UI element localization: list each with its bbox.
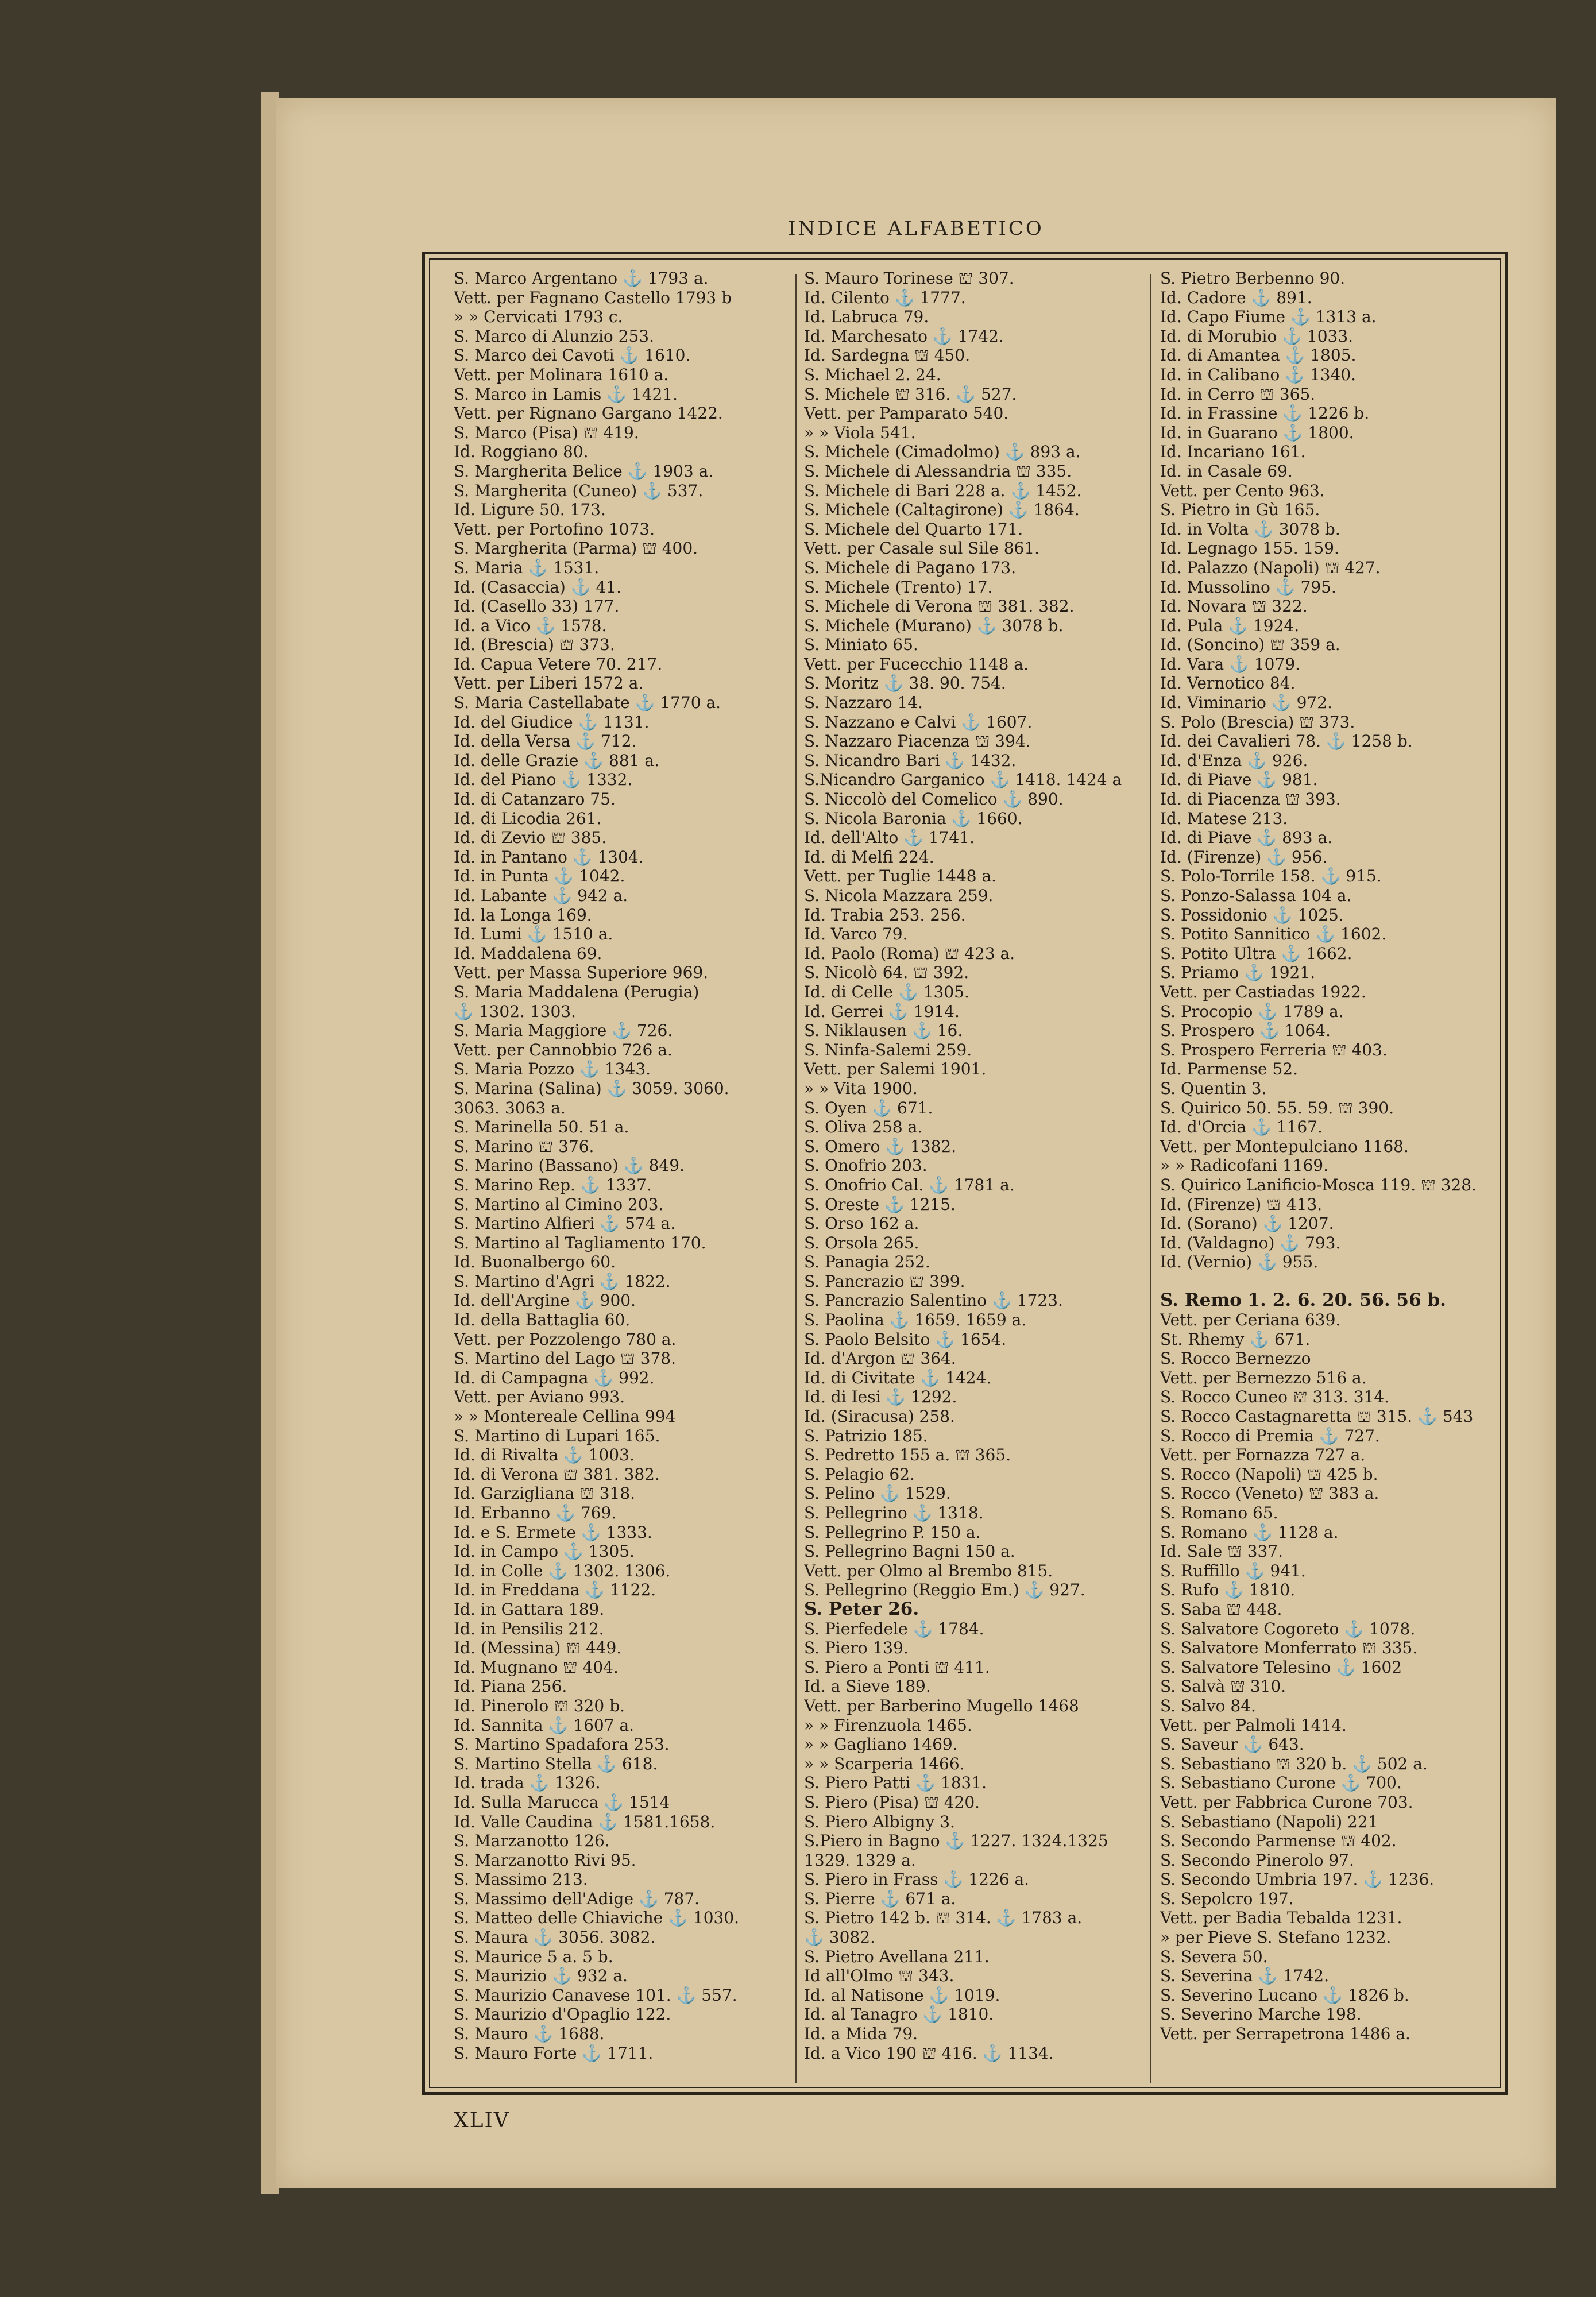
index-entry: » » Montereale Cellina 994 [454, 1407, 676, 1426]
index-entry: S. Rocco (Veneto) ⛫ 383 a. [1160, 1484, 1379, 1503]
index-entry: S. Maurizio d'Opaglio 122. [454, 2005, 671, 2024]
index-entry: Id. di Piave ⚓ 893 a. [1160, 828, 1333, 848]
index-entry: Id. Palazzo (Napoli) ⛫ 427. [1160, 558, 1381, 577]
index-entry: Id. Incariano 161. [1160, 442, 1306, 462]
index-entry: S. Salvo 84. [1160, 1696, 1256, 1715]
index-entry: S. Quirico Lanificio-Mosca 119. ⛫ 328. [1160, 1175, 1477, 1194]
index-entry: S. Michele (Murano) ⚓ 3078 b. [804, 616, 1064, 635]
index-entry: Vett. per Fabbrica Curone 703. [1160, 1792, 1413, 1812]
index-entry: S. Pietro Berbenno 90. [1160, 269, 1346, 288]
index-entry: Id. a Vico ⚓ 1578. [454, 616, 607, 635]
index-entry: Id. di Rivalta ⚓ 1003. [454, 1445, 635, 1465]
index-entry: Id. dell'Argine ⚓ 900. [454, 1291, 636, 1310]
index-entry: Vett. per Olmo al Brembo 815. [804, 1561, 1053, 1580]
index-entry: S. Remo 1. 2. 6. 20. 56. 56 b. [1160, 1290, 1446, 1311]
index-entry: Vett. per Tuglie 1448 a. [804, 867, 997, 886]
index-entry: Id. del Piano ⚓ 1332. [454, 770, 633, 790]
index-entry: S. Niccolò del Comelico ⚓ 890. [804, 790, 1064, 809]
index-entry: S. Sebastiano (Napoli) 221 [1160, 1812, 1378, 1831]
index-entry: Id. dell'Alto ⚓ 1741. [804, 828, 975, 848]
index-entry: Id. di Licodia 261. [454, 809, 602, 828]
index-entry: S. Michele di Alessandria ⛫ 335. [804, 461, 1072, 481]
index-entry: Vett. per Ceriana 639. [1160, 1310, 1341, 1330]
index-entry: S. Pancrazio ⛫ 399. [804, 1271, 965, 1291]
index-entry: Vett. per Fucecchio 1148 a. [804, 654, 1029, 674]
index-entry: S. Prospero Ferreria ⛫ 403. [1160, 1040, 1388, 1059]
index-entry: Vett. per Montepulciano 1168. [1160, 1136, 1409, 1156]
index-entry: S. Maurice 5 a. 5 b. [454, 1947, 613, 1966]
index-entry: Id. dei Cavalieri 78. ⚓ 1258 b. [1160, 732, 1413, 751]
index-entry: St. Rhemy ⚓ 671. [1160, 1329, 1311, 1349]
index-entry: Vett. per Pozzolengo 780 a. [454, 1329, 677, 1349]
index-entry: S. Martino al Tagliamento 170. [454, 1233, 706, 1252]
index-entry: ⚓ 3082. [804, 1928, 875, 1947]
index-entry: Id. di Morubio ⚓ 1033. [1160, 326, 1354, 346]
index-entry: Id. Vernotico 84. [1160, 674, 1296, 693]
index-entry: Id. Viminario ⚓ 972. [1160, 693, 1332, 713]
index-entry: » » Firenzuola 1465. [804, 1715, 972, 1735]
index-entry: Id. Trabia 253. 256. [804, 905, 966, 925]
index-entry: Id. della Versa ⚓ 712. [454, 732, 637, 751]
index-entry: Id. Sardegna ⛫ 450. [804, 346, 971, 365]
index-entry: S. Oyen ⚓ 671. [804, 1098, 933, 1117]
index-entry: Id. Parmense 52. [1160, 1059, 1298, 1079]
index-entry: S. Sepolcro 197. [1160, 1889, 1294, 1908]
index-entry: Id. d'Enza ⚓ 926. [1160, 751, 1308, 770]
index-entry: S. Quentin 3. [1160, 1078, 1267, 1098]
index-entry: » » Cervicati 1793 c. [454, 307, 623, 327]
index-entry: Id. in Guarano ⚓ 1800. [1160, 423, 1354, 442]
index-entry: S. Ponzo-Salassa 104 a. [1160, 886, 1352, 905]
index-entry: Id. Pinerolo ⛫ 320 b. [454, 1696, 625, 1715]
index-entry: S. Orsola 265. [804, 1233, 919, 1252]
index-entry: S. Marco in Lamis ⚓ 1421. [454, 384, 678, 404]
index-entry: S. Severino Marche 198. [1160, 2005, 1362, 2024]
index-entry: Id. di Amantea ⚓ 1805. [1160, 346, 1357, 365]
index-entry: Id. in Pensilis 212. [454, 1619, 604, 1638]
index-entry: Id. a Sieve 189. [804, 1677, 931, 1696]
index-entry: Id. di Verona ⛫ 381. 382. [454, 1464, 660, 1484]
index-entry: S. Niklausen ⚓ 16. [804, 1021, 963, 1041]
index-entry: S. Oreste ⚓ 1215. [804, 1194, 956, 1214]
page-number: XLIV [454, 2109, 510, 2132]
index-entry: Id. Labante ⚓ 942 a. [454, 886, 628, 905]
index-entry: Vett. per Massa Superiore 969. [454, 963, 709, 983]
index-entry: S. Marco di Alunzio 253. [454, 326, 655, 346]
index-column-1 [454, 269, 804, 2063]
index-entry: Id. (Messina) ⛫ 449. [454, 1638, 622, 1658]
index-entry: Id. di Piacenza ⛫ 393. [1160, 790, 1341, 809]
index-entry: S. Martino di Lupari 165. [454, 1426, 660, 1445]
index-entry: S. Michele di Pagano 173. [804, 558, 1017, 577]
index-entry: Vett. per Liberi 1572 a. [454, 674, 644, 693]
index-entry: Id. Matese 213. [1160, 809, 1288, 828]
index-entry: S. Mauro ⚓ 1688. [454, 2024, 605, 2044]
index-entry: S. Severina ⚓ 1742. [1160, 1966, 1330, 1986]
index-entry: S. Michele di Bari 228 a. ⚓ 1452. [804, 481, 1082, 500]
index-entry: S. Ninfa-Salemi 259. [804, 1040, 972, 1059]
index-entry: S. Pellegrino P. 150 a. [804, 1522, 981, 1542]
index-entry: Id. Labruca 79. [804, 307, 929, 327]
index-entry: S. Marino ⛫ 376. [454, 1136, 594, 1156]
index-entry: S. Pietro Avellana 211. [804, 1947, 990, 1966]
index-entry: S. Massimo 213. [454, 1870, 588, 1889]
index-entry: S. Marina (Salina) ⚓ 3059. 3060. [454, 1078, 729, 1098]
index-entry [1160, 1272, 1510, 1291]
index-entry: Id. di Campagna ⚓ 992. [454, 1368, 655, 1387]
index-entry: Vett. per Fornazza 727 a. [1160, 1445, 1366, 1465]
index-entry: Vett. per Rignano Gargano 1422. [454, 404, 723, 423]
index-entry: Id. in Casale 69. [1160, 461, 1293, 481]
index-entry: Id. in Freddana ⚓ 1122. [454, 1580, 656, 1600]
index-entry: Id. di Piave ⚓ 981. [1160, 770, 1318, 790]
index-entry: Id. Mugnano ⛫ 404. [454, 1657, 619, 1677]
index-entry: S. Peter 26. [804, 1598, 919, 1619]
index-entry: S. Sebastiano Curone ⚓ 700. [1160, 1773, 1402, 1793]
index-entry: Id. Erbanno ⚓ 769. [454, 1503, 617, 1522]
index-entry: Id. (Firenze) ⚓ 956. [1160, 847, 1328, 867]
index-entry: Id. Roggiano 80. [454, 442, 589, 462]
index-entry: S. Salvatore Telesino ⚓ 1602 [1160, 1657, 1402, 1677]
index-entry: Id. (Valdagno) ⚓ 793. [1160, 1233, 1341, 1252]
index-entry: S. Pietro 142 b. ⛫ 314. ⚓ 1783 a. [804, 1908, 1083, 1928]
index-entry: S. Miniato 65. [804, 635, 918, 655]
index-entry: Id. Sale ⛫ 337. [1160, 1542, 1284, 1561]
index-entry: S. Marco (Pisa) ⛫ 419. [454, 423, 639, 442]
index-entry: Id. in Cerro ⛫ 365. [1160, 384, 1316, 404]
index-entry: S. Maurizio ⚓ 932 a. [454, 1966, 628, 1986]
index-entry: Id. Cadore ⚓ 891. [1160, 288, 1312, 307]
index-entry: S. Marinella 50. 51 a. [454, 1117, 629, 1137]
index-entry: Id all'Olmo ⛫ 343. [804, 1966, 954, 1986]
index-entry: Id. in Punta ⚓ 1042. [454, 867, 625, 886]
index-entry: S. Margherita Belice ⚓ 1903 a. [454, 461, 714, 481]
index-entry: S. Salvatore Cogoreto ⚓ 1078. [1160, 1619, 1416, 1638]
index-entry: S. Piero in Frass ⚓ 1226 a. [804, 1870, 1030, 1889]
index-entry: Vett. per Cannobbio 726 a. [454, 1040, 673, 1059]
index-entry: S. Paolina ⚓ 1659. 1659 a. [804, 1310, 1027, 1330]
index-entry: » » Scarperia 1466. [804, 1754, 965, 1773]
index-entry: S. Saba ⛫ 448. [1160, 1599, 1282, 1619]
index-entry: Id. Vara ⚓ 1079. [1160, 654, 1301, 674]
index-entry: S. Secondo Parmense ⛫ 402. [1160, 1831, 1397, 1851]
index-entry: S. Secondo Umbria 197. ⚓ 1236. [1160, 1870, 1435, 1889]
index-entry: Id. (Casaccia) ⚓ 41. [454, 577, 622, 597]
index-entry: S. Rocco Castagnaretta ⛫ 315. ⚓ 543 [1160, 1407, 1474, 1426]
index-entry: S. Nazzaro Piacenza ⛫ 394. [804, 732, 1031, 751]
index-entry: S. Rocco (Napoli) ⛫ 425 b. [1160, 1464, 1378, 1484]
index-entry: S. Michele (Caltagirone) ⚓ 1864. [804, 500, 1080, 520]
index-entry: S. Pellegrino Bagni 150 a. [804, 1542, 1015, 1561]
index-entry: S. Martino del Lago ⛫ 378. [454, 1349, 677, 1368]
index-entry: S. Matteo delle Chiaviche ⚓ 1030. [454, 1908, 740, 1928]
index-entry: Vett. per Pamparato 540. [804, 404, 1009, 423]
index-entry: » » Viola 541. [804, 423, 916, 442]
index-entry: S. Procopio ⚓ 1789 a. [1160, 1001, 1344, 1021]
index-entry: Id. della Battaglia 60. [454, 1310, 631, 1330]
index-entry: Id. di Civitate ⚓ 1424. [804, 1368, 992, 1387]
index-entry: S. Priamo ⚓ 1921. [1160, 963, 1316, 983]
index-entry: S. Massimo dell'Adige ⚓ 787. [454, 1889, 700, 1908]
index-entry: S. Nicola Mazzara 259. [804, 886, 994, 905]
index-entry: Vett. per Casale sul Sile 861. [804, 539, 1040, 558]
index-entry: Id. (Casello 33) 177. [454, 597, 620, 616]
index-entry: Id. (Firenze) ⛫ 413. [1160, 1194, 1323, 1214]
index-entry: S. Panagia 252. [804, 1252, 930, 1272]
index-entry: S. Martino Spadafora 253. [454, 1735, 670, 1754]
index-entry: Vett. per Castiadas 1922. [1160, 982, 1366, 1001]
index-entry: S. Marzanotto 126. [454, 1831, 610, 1851]
index-entry: » per Pieve S. Stefano 1232. [1160, 1928, 1392, 1947]
index-entry: S. Maria ⚓ 1531. [454, 558, 600, 577]
index-entry: Id. in Campo ⚓ 1305. [454, 1542, 635, 1561]
index-entry: Id. la Longa 169. [454, 905, 592, 925]
index-entry: S. Onofrio 203. [804, 1156, 928, 1175]
index-entry: S. Michele (Cimadolmo) ⚓ 893 a. [804, 442, 1081, 462]
index-entry: S. Polo (Brescia) ⛫ 373. [1160, 712, 1355, 732]
index-entry: Vett. per Molinara 1610 a. [454, 365, 669, 384]
index-entry: S. Nicolò 64. ⛫ 392. [804, 963, 969, 983]
index-entry: S. Pellegrino ⚓ 1318. [804, 1503, 984, 1522]
index-entry: 3063. 3063 a. [454, 1098, 566, 1117]
index-entry: Id. Varco 79. [804, 925, 908, 944]
index-entry: Id. al Tanagro ⚓ 1810. [804, 2005, 994, 2024]
index-entry: S. Nazzano e Calvi ⚓ 1607. [804, 712, 1033, 732]
index-entry: Id. Novara ⛫ 322. [1160, 597, 1308, 616]
index-entry: S. Rufo ⚓ 1810. [1160, 1580, 1296, 1600]
index-entry: S. Moritz ⚓ 38. 90. 754. [804, 674, 1006, 693]
index-entry: S. Martino d'Agri ⚓ 1822. [454, 1271, 671, 1291]
index-entry: S. Romano 65. [1160, 1503, 1278, 1522]
index-entry: S. Rocco Bernezzo [1160, 1349, 1311, 1368]
index-entry: Id. d'Argon ⛫ 364. [804, 1349, 956, 1368]
index-entry: S. Maria Maggiore ⚓ 726. [454, 1021, 673, 1041]
index-entry: S. Quirico 50. 55. 59. ⛫ 390. [1160, 1098, 1394, 1117]
index-entry: » » Gagliano 1469. [804, 1735, 958, 1754]
index-entry: S. Omero ⚓ 1382. [804, 1136, 957, 1156]
index-entry: Vett. per Serrapetrona 1486 a. [1160, 2024, 1410, 2044]
index-entry: Id. a Vico 190 ⛫ 416. ⚓ 1134. [804, 2043, 1054, 2063]
index-entry: Vett. per Barberino Mugello 1468 [804, 1696, 1079, 1715]
index-entry: Vett. per Bernezzo 516 a. [1160, 1368, 1367, 1387]
index-entry: Id. trada ⚓ 1326. [454, 1773, 601, 1793]
index-entry: S. Onofrio Cal. ⚓ 1781 a. [804, 1175, 1015, 1194]
index-entry: Vett. per Palmoli 1414. [1160, 1715, 1347, 1735]
index-entry: S. Possidonio ⚓ 1025. [1160, 905, 1344, 925]
index-entry: S. Margherita (Cuneo) ⚓ 537. [454, 481, 704, 500]
index-entry: Id. Ligure 50. 173. [454, 500, 606, 520]
index-entry: S. Secondo Pinerolo 97. [1160, 1850, 1354, 1870]
index-entry: Vett. per Fagnano Castello 1793 b [454, 288, 732, 307]
index-entry: Vett. per Portofino 1073. [454, 519, 655, 539]
index-entry: S. Piero 139. [804, 1638, 909, 1658]
index-entry: S. Ruffillo ⚓ 941. [1160, 1561, 1306, 1580]
index-entry: S. Piero (Pisa) ⛫ 420. [804, 1792, 980, 1812]
index-entry: S. Martino Alfieri ⚓ 574 a. [454, 1214, 676, 1233]
index-entry: Id. Pula ⚓ 1924. [1160, 616, 1300, 635]
index-entry: S. Sebastiano ⛫ 320 b. ⚓ 502 a. [1160, 1754, 1428, 1773]
index-entry: Id. Sulla Marucca ⚓ 1514 [454, 1792, 670, 1812]
index-entry: » » Vita 1900. [804, 1078, 918, 1098]
index-entry: S. Potito Sannitico ⚓ 1602. [1160, 925, 1387, 944]
index-entry: Id. Paolo (Roma) ⛫ 423 a. [804, 943, 1015, 963]
index-entry: Id. di Celle ⚓ 1305. [804, 982, 969, 1001]
index-entry: S. Prospero ⚓ 1064. [1160, 1021, 1331, 1041]
index-entry: Id. in Volta ⚓ 3078 b. [1160, 519, 1340, 539]
index-entry: Vett. per Salemi 1901. [804, 1059, 987, 1079]
index-entry: S. Nicola Baronia ⚓ 1660. [804, 809, 1023, 828]
index-entry: Id. di Catanzaro 75. [454, 790, 616, 809]
index-entry: S. Severino Lucano ⚓ 1826 b. [1160, 1985, 1409, 2005]
index-entry: Id. Capua Vetere 70. 217. [454, 654, 663, 674]
index-entry: S. Margherita (Parma) ⛫ 400. [454, 539, 698, 558]
index-entry: S. Pietro in Gù 165. [1160, 500, 1320, 520]
index-entry: S. Orso 162 a. [804, 1214, 919, 1233]
index-entry: Id. Marchesato ⚓ 1742. [804, 326, 1004, 346]
index-entry: S. Marco Argentano ⚓ 1793 a. [454, 269, 709, 288]
index-entry: S. Pierfedele ⚓ 1784. [804, 1619, 984, 1638]
index-column-2 [804, 269, 1154, 2063]
index-entry: S. Salvà ⛫ 310. [1160, 1677, 1286, 1696]
index-entry: Id. al Natisone ⚓ 1019. [804, 1985, 1000, 2005]
index-entry: Id. Lumi ⚓ 1510 a. [454, 925, 613, 944]
index-entry: S. Maria Castellabate ⚓ 1770 a. [454, 693, 721, 713]
index-entry: S. Marino (Bassano) ⚓ 849. [454, 1156, 685, 1175]
index-entry: S. Michele di Verona ⛫ 381. 382. [804, 597, 1075, 616]
index-entry: Vett. per Aviano 993. [454, 1387, 625, 1407]
index-entry: S. Patrizio 185. [804, 1426, 928, 1445]
index-entry: S. Mauro Torinese ⛫ 307. [804, 269, 1014, 288]
index-entry: Id. in Frassine ⚓ 1226 b. [1160, 404, 1370, 423]
index-entry: S. Salvatore Monferrato ⛫ 335. [1160, 1638, 1418, 1658]
index-entry: Id. di Iesi ⚓ 1292. [804, 1387, 957, 1407]
index-entry: Id. (Siracusa) 258. [804, 1407, 955, 1426]
index-entry: S. Michele ⛫ 316. ⚓ 527. [804, 384, 1017, 404]
index-entry: S. Pellegrino (Reggio Em.) ⚓ 927. [804, 1580, 1085, 1600]
index-entry: 1329. 1329 a. [804, 1850, 916, 1870]
index-entry: Id. in Colle ⚓ 1302. 1306. [454, 1561, 671, 1580]
index-entry: Id. del Giudice ⚓ 1131. [454, 712, 650, 732]
index-entry: Id. Sannita ⚓ 1607 a. [454, 1715, 635, 1735]
index-entry: S. Michael 2. 24. [804, 365, 941, 384]
index-entry: S.Piero in Bagno ⚓ 1227. 1324.1325 [804, 1831, 1108, 1851]
index-entry: Id. Gerrei ⚓ 1914. [804, 1001, 960, 1021]
index-entry: Id. Buonalbergo 60. [454, 1252, 616, 1272]
index-entry: S. Polo-Torrile 158. ⚓ 915. [1160, 867, 1382, 886]
index-entry: Id. di Melfi 224. [804, 847, 934, 867]
index-entry: Id. in Gattara 189. [454, 1599, 605, 1619]
index-entry: S. Maura ⚓ 3056. 3082. [454, 1928, 656, 1947]
index-column-3 [1160, 269, 1510, 2044]
index-entry: S. Rocco Cuneo ⛫ 313. 314. [1160, 1387, 1390, 1407]
index-entry: Id. a Mida 79. [804, 2024, 918, 2044]
index-entry: Vett. per Cento 963. [1160, 481, 1325, 500]
index-entry: Vett. per Badia Tebalda 1231. [1160, 1908, 1402, 1928]
index-entry: S. Maria Maddalena (Perugia) [454, 982, 700, 1001]
index-entry: S. Maria Pozzo ⚓ 1343. [454, 1059, 651, 1079]
index-entry: S. Pelino ⚓ 1529. [804, 1484, 951, 1503]
index-entry: S. Pelagio 62. [804, 1464, 915, 1484]
index-entry: Id. e S. Ermete ⚓ 1333. [454, 1522, 652, 1542]
index-entry: S. Marzanotto Rivi 95. [454, 1850, 636, 1870]
index-entry: S. Pierre ⚓ 671 a. [804, 1889, 956, 1908]
index-entry: Id. Mussolino ⚓ 795. [1160, 577, 1336, 597]
index-entry: Id. (Vernio) ⚓ 955. [1160, 1252, 1319, 1272]
index-entry: S. Marco dei Cavoti ⚓ 1610. [454, 346, 691, 365]
index-entry: S. Mauro Forte ⚓ 1711. [454, 2043, 654, 2063]
index-entry: ⚓ 1302. 1303. [454, 1001, 576, 1021]
index-entry: S. Marino Rep. ⚓ 1337. [454, 1175, 652, 1194]
index-entry: S. Martino al Cimino 203. [454, 1194, 664, 1214]
index-entry: Id. Valle Caudina ⚓ 1581.1658. [454, 1812, 716, 1831]
index-entry: Id. delle Grazie ⚓ 881 a. [454, 751, 659, 770]
index-entry: S. Michele del Quarto 171. [804, 519, 1023, 539]
index-entry: Id. (Soncino) ⛫ 359 a. [1160, 635, 1340, 655]
index-entry: S. Oliva 258 a. [804, 1117, 923, 1137]
page-title: INDICE ALFABETICO [788, 217, 1044, 240]
index-entry: Id. Cilento ⚓ 1777. [804, 288, 966, 307]
index-entry: Id. d'Orcia ⚓ 1167. [1160, 1117, 1323, 1137]
index-entry: S. Romano ⚓ 1128 a. [1160, 1522, 1339, 1542]
index-entry: S. Pancrazio Salentino ⚓ 1723. [804, 1291, 1063, 1310]
index-entry: S. Paolo Belsito ⚓ 1654. [804, 1329, 1007, 1349]
index-entry: S. Rocco di Premia ⚓ 727. [1160, 1426, 1380, 1445]
index-entry: S. Saveur ⚓ 643. [1160, 1735, 1304, 1754]
index-entry: S.Nicandro Garganico ⚓ 1418. 1424 a [804, 770, 1122, 790]
index-entry: Id. in Calibano ⚓ 1340. [1160, 365, 1357, 384]
index-entry: S. Nicandro Bari ⚓ 1432. [804, 751, 1017, 770]
index-entry: Id. (Brescia) ⛫ 373. [454, 635, 615, 655]
index-entry: Id. Maddalena 69. [454, 943, 602, 963]
index-entry: S. Nazzaro 14. [804, 693, 923, 713]
index-entry: Id. Garzigliana ⛫ 318. [454, 1484, 636, 1503]
index-entry: S. Piero a Ponti ⛫ 411. [804, 1657, 990, 1677]
index-entry: S. Piero Patti ⚓ 1831. [804, 1773, 987, 1793]
index-entry: Id. in Pantano ⚓ 1304. [454, 847, 644, 867]
index-entry: S. Piero Albigny 3. [804, 1812, 955, 1831]
index-entry: S. Michele (Trento) 17. [804, 577, 993, 597]
index-entry: » » Radicofani 1169. [1160, 1156, 1329, 1175]
index-entry: S. Potito Ultra ⚓ 1662. [1160, 943, 1352, 963]
index-entry: Id. di Zevio ⛫ 385. [454, 828, 607, 848]
index-entry: S. Martino Stella ⚓ 618. [454, 1754, 658, 1773]
index-entry: Id. (Sorano) ⚓ 1207. [1160, 1214, 1334, 1233]
index-entry: Id. Legnago 155. 159. [1160, 539, 1339, 558]
index-entry: Id. Capo Fiume ⚓ 1313 a. [1160, 307, 1377, 327]
index-entry: S. Pedretto 155 a. ⛫ 365. [804, 1445, 1011, 1465]
index-entry: S. Maurizio Canavese 101. ⚓ 557. [454, 1985, 737, 2005]
index-entry: Id. Piana 256. [454, 1677, 567, 1696]
index-entry: S. Severa 50. [1160, 1947, 1268, 1966]
